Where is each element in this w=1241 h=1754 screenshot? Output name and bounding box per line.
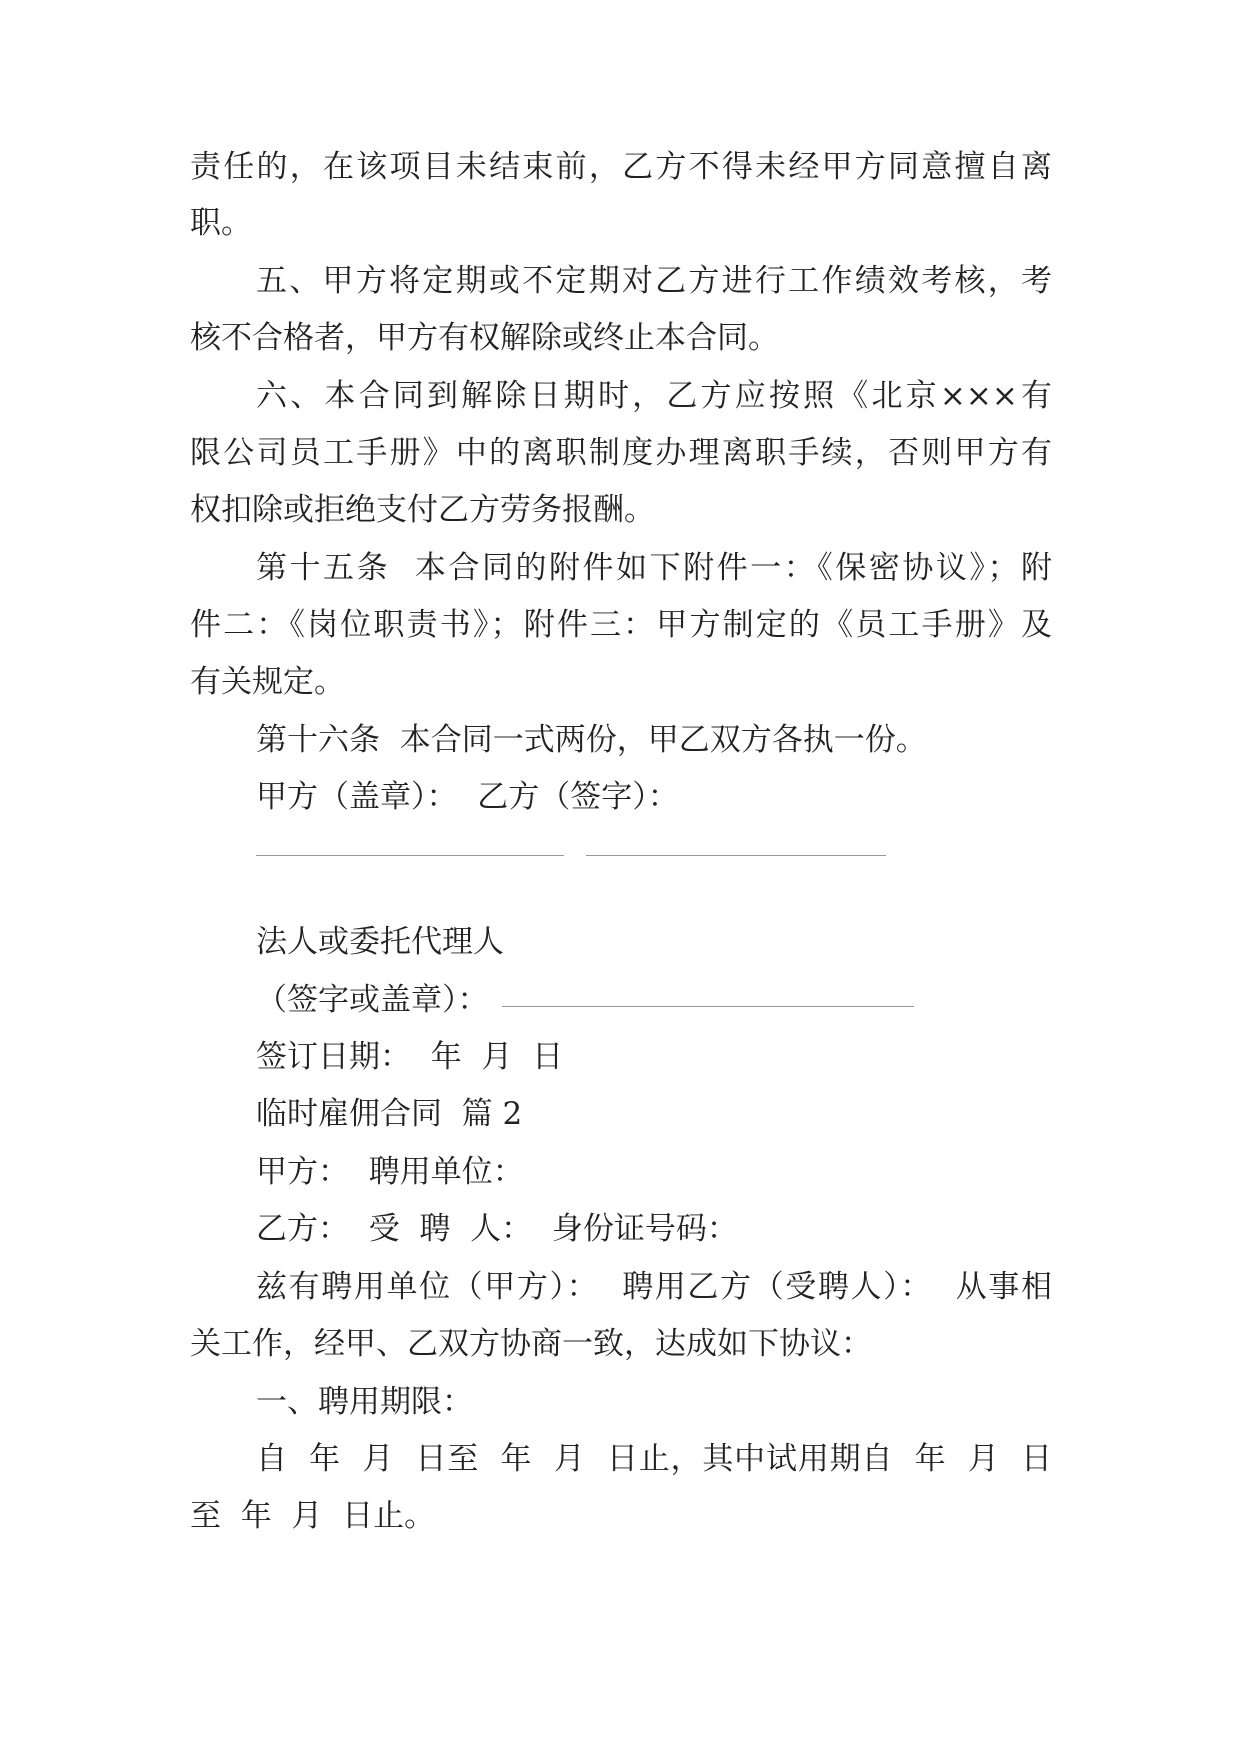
party-a-signature-underline: [256, 855, 564, 856]
preamble-line: 关工作，经甲、乙双方协商一致，达成如下协议：: [190, 1326, 872, 1362]
term-period-line: 自 年 月 日至 年 月 日止，其中试用期自 年 月 日: [256, 1441, 1052, 1477]
sign-or-seal-label: （签字或盖章）：: [256, 982, 489, 1018]
paragraph-line: 职。: [190, 205, 252, 241]
article-fifteen-line: 第十五条 本合同的附件如下附件一：《保密协议》；附: [256, 550, 1052, 586]
preamble-line: 兹有聘用单位（甲方）： 聘用乙方（受聘人）： 从事相: [256, 1269, 1052, 1305]
signing-date-line: 签订日期： 年 月 日: [256, 1039, 564, 1075]
term-heading: 一、聘用期限：: [256, 1384, 473, 1420]
term-period-line: 至 年 月 日止。: [190, 1498, 436, 1534]
legal-representative-label: 法人或委托代理人: [256, 924, 504, 960]
signature-parties-line: 甲方（盖章）： 乙方（签字）：: [256, 779, 679, 815]
article-fifteen-line: 件二：《岗位职责书》；附件三：甲方制定的《员工手册》及: [190, 607, 1052, 643]
party-b-line: 乙方： 受 聘 人： 身份证号码：: [256, 1211, 738, 1247]
article-fifteen-line: 有关规定。: [190, 664, 345, 700]
clause-five-line: 五、甲方将定期或不定期对乙方进行工作绩效考核，考: [256, 263, 1052, 299]
party-b-signature-underline: [586, 855, 886, 856]
party-a-line: 甲方： 聘用单位：: [256, 1154, 524, 1190]
paragraph-line: 责任的，在该项目未结束前，乙方不得未经甲方同意擅自离: [190, 149, 1052, 185]
clause-six-line: 限公司员工手册》中的离职制度办理离职手续，否则甲方有: [190, 435, 1052, 471]
section-heading: 临时雇佣合同 篇 2: [256, 1096, 523, 1132]
clause-six-line: 权扣除或拒绝支付乙方劳务报酬。: [190, 492, 655, 528]
clause-five-line: 核不合格者，甲方有权解除或终止本合同。: [190, 320, 779, 356]
clause-six-line: 六、本合同到解除日期时，乙方应按照《北京×××有: [256, 378, 1052, 414]
article-sixteen-line: 第十六条 本合同一式两份，甲乙双方各执一份。: [256, 722, 927, 758]
representative-signature-underline: [502, 1006, 914, 1007]
